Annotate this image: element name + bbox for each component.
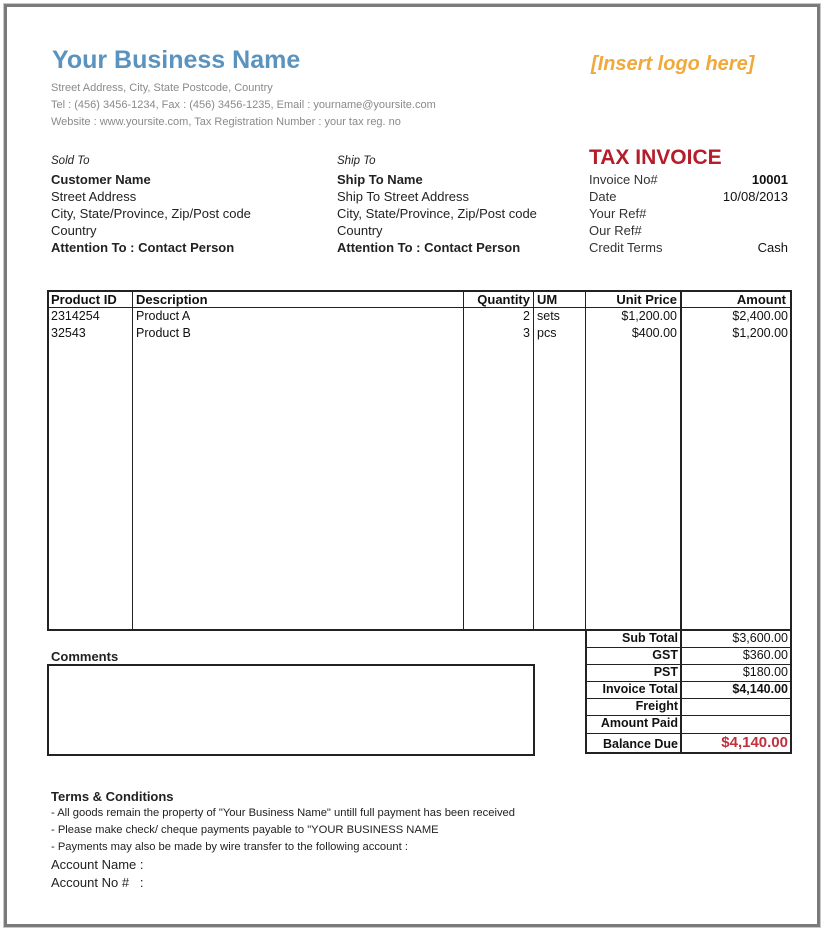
your-ref-label: Your Ref# [589, 206, 647, 221]
business-name: Your Business Name [52, 46, 301, 74]
ship-to-attention: Attention To : Contact Person [337, 240, 521, 255]
pst-label: PST [653, 665, 678, 679]
ship-to-city: City, State/Province, Zip/Post code [337, 206, 537, 221]
terms-line-3: - Payments may also be made by wire transfer to the following account : [51, 841, 408, 853]
business-contact: Tel : (456) 3456-1234, Fax : (456) 3456-1235, Email : yourname@yoursite.com [51, 99, 436, 111]
row2-unit-price: $400.00 [631, 326, 677, 340]
our-ref-label: Our Ref# [589, 223, 642, 238]
col-header-um: UM [537, 292, 558, 307]
pst-value: $180.00 [742, 665, 788, 679]
ship-to-street: Ship To Street Address [337, 189, 470, 204]
comments-box[interactable] [47, 664, 535, 756]
balance-due-value: $4,140.00 [721, 734, 788, 751]
col-header-product-id: Product ID [51, 292, 117, 307]
invoice-no-label: Invoice No# [589, 172, 658, 187]
invoice-no-value: 10001 [751, 172, 788, 187]
ship-to-name: Ship To Name [337, 172, 423, 187]
row1-quantity: 2 [523, 309, 530, 323]
row1-unit-price: $1,200.00 [621, 309, 677, 323]
sold-to-name: Customer Name [51, 172, 151, 187]
row2-um: pcs [537, 326, 557, 340]
subtotal-value: $3,600.00 [732, 631, 788, 645]
credit-terms-value: Cash [757, 240, 788, 255]
sold-to-street: Street Address [51, 189, 137, 204]
col-header-unit-price: Unit Price [616, 292, 677, 307]
col-header-amount: Amount [736, 292, 786, 307]
date-value: 10/08/2013 [722, 189, 788, 204]
business-address: Street Address, City, State Postcode, Country [51, 82, 273, 94]
sold-to-country: Country [51, 223, 97, 238]
gst-value: $360.00 [742, 648, 788, 662]
terms-line-1: - All goods remain the property of "Your Business Name" untill full payment has been received [51, 807, 515, 819]
account-name: Account Name : [51, 857, 144, 872]
row2-quantity: 3 [523, 326, 530, 340]
row2-product-id: 32543 [51, 326, 86, 340]
sold-to-city: City, State/Province, Zip/Post code [51, 206, 251, 221]
col-header-quantity: Quantity [477, 292, 530, 307]
date-label: Date [589, 189, 617, 204]
row2-description: Product B [136, 326, 191, 340]
sold-to-heading: Sold To [51, 155, 90, 167]
balance-due-label: Balance Due [602, 737, 678, 751]
amount-paid-label: Amount Paid [600, 716, 678, 730]
credit-terms-label: Credit Terms [589, 240, 663, 255]
row1-product-id: 2314254 [51, 309, 100, 323]
terms-line-2: - Please make check/ cheque payments payable to "YOUR BUSINESS NAME [51, 824, 439, 836]
comments-label: Comments [51, 649, 119, 664]
gst-label: GST [652, 648, 678, 662]
row2-amount: $1,200.00 [732, 326, 788, 340]
col-header-description: Description [136, 292, 208, 307]
invoice-total-label: Invoice Total [602, 682, 678, 696]
freight-label: Freight [635, 699, 678, 713]
row1-description: Product A [136, 309, 191, 323]
account-number: Account No # : [51, 875, 144, 890]
invoice-total-value: $4,140.00 [732, 682, 788, 696]
subtotal-label: Sub Total [621, 631, 678, 645]
row1-amount: $2,400.00 [732, 309, 788, 323]
sold-to-attention: Attention To : Contact Person [51, 240, 235, 255]
business-website: Website : www.yoursite.com, Tax Registration Number : your tax reg. no [51, 116, 401, 128]
terms-heading: Terms & Conditions [51, 789, 174, 804]
ship-to-heading: Ship To [337, 155, 376, 167]
ship-to-country: Country [337, 223, 383, 238]
logo-placeholder: [Insert logo here] [591, 53, 755, 75]
row1-um: sets [537, 309, 560, 323]
invoice-title: TAX INVOICE [589, 146, 722, 169]
